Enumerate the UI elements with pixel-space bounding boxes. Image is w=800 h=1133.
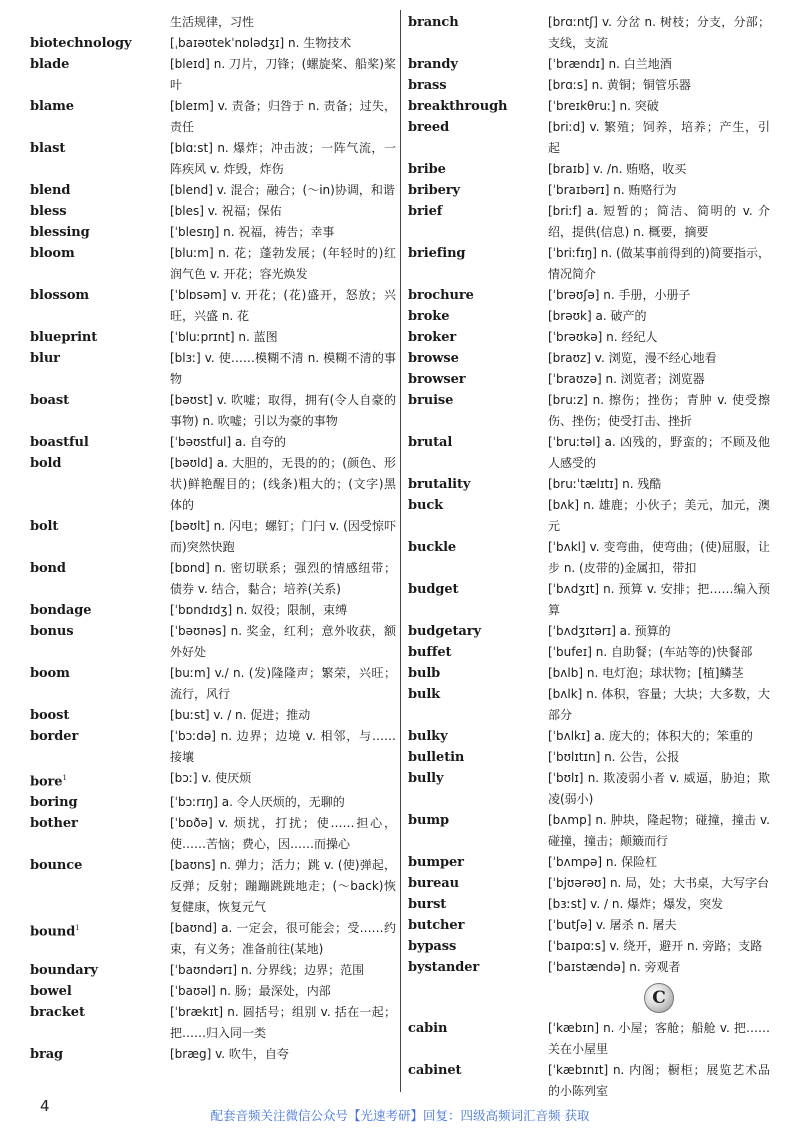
headword [408,306,548,327]
dictionary-entry [30,705,396,726]
headword [30,621,170,663]
headword-text: brief [408,204,443,219]
definition: [ˈbaʊəl] n. 肠；最深处，内部 [170,984,331,999]
headword-text: boost [30,708,70,723]
definition: [brɑːs] n. 黄铜；铜管乐器 [548,78,691,92]
definition: [ˈbreɪkθruː] n. 突破 [548,99,659,113]
definition: [ˈbrækɪt] n. 圆括号；组别 v. 括在一起；把……归入同一类 [170,1005,396,1041]
headword [30,558,170,600]
headword [408,117,548,159]
dictionary-entry [30,768,396,792]
headword [408,159,548,180]
definition: [ˈbriːfɪŋ] n. (做某事前得到的)简要指示，情况简介 [548,246,770,281]
dictionary-entry [408,1018,770,1060]
definition: [bəʊst] v. 吹嘘；取得，拥有(令人自豪的事物) n. 吹嘘；引以为豪的事物 [170,393,396,428]
headword-text: bondage [30,603,92,618]
headword [30,432,170,453]
headword-text: brutality [408,477,471,492]
dictionary-entry [30,855,396,918]
headword-text: bully [408,771,444,786]
dictionary-entry [30,813,396,855]
headword-text: boundary [30,963,98,979]
definition: [ˈbɔːrɪŋ] a. 令人厌烦的，无聊的 [170,795,345,810]
definition: [braɪb] v. /n. 贿赂，收买 [548,162,687,176]
headword [30,726,170,768]
dictionary-entry [408,369,770,390]
dictionary-entry [408,327,770,348]
headword [408,873,548,894]
headword-text: brandy [408,57,458,72]
headword-text: blur [30,351,60,366]
dictionary-entry [408,159,770,180]
dictionary-entry [408,285,770,306]
homograph-number: 1 [62,774,67,782]
headword-text: brag [30,1047,64,1063]
headword [408,894,548,915]
definition: [bɜːst] v. / n. 爆炸；爆发，突发 [548,897,724,911]
headword-text: bounce [30,858,83,874]
dictionary-entry [408,747,770,768]
definition: [ˈbaɪpɑːs] v. 绕开，避开 n. 旁路；支路 [548,939,763,953]
definition: [brəʊk] a. 破产的 [548,309,647,323]
dictionary-entry [30,558,396,600]
dictionary-entry [30,222,396,243]
headword-text: buckle [408,540,457,555]
dictionary-entry [30,201,396,222]
headword [30,201,170,222]
headword-text: blade [30,57,70,72]
dictionary-entry [408,75,770,96]
dictionary-entry [30,918,396,960]
dictionary-entry [30,243,396,285]
headword-text: breed [408,120,450,135]
headword [30,180,170,201]
headword [408,474,548,495]
definition: [ˈblesɪŋ] n. 祝福，祷告；幸事 [170,225,335,239]
definition: [bleɪd] n. 刀片，刀锋；(螺旋桨、船桨)桨叶 [170,57,396,92]
definition: [bʌlk] n. 体积，容量；大块；大多数，大部分 [548,687,770,722]
section-letter-badge: C [644,983,674,1013]
headword [30,1044,170,1065]
dictionary-entry [30,138,396,180]
headword-text: budget [408,582,459,597]
dictionary-entry [408,54,770,75]
headword-text: branch [408,15,459,30]
dictionary-entry [30,1002,396,1044]
dictionary-entry [408,621,770,642]
dictionary-entry [408,894,770,915]
dictionary-entry [408,579,770,621]
headword [30,1002,170,1044]
headword [408,432,548,474]
section-badge-row [408,978,770,1018]
definition: [baʊns] n. 弹力；活力；跳 v. (使)弹起，反弹；反射；蹦蹦跳跳地走；(～back)恢复健康，恢复元气 [170,858,396,915]
right-entry-list [408,12,770,978]
headword [408,810,548,852]
headword [408,852,548,873]
definition: [briːf] a. 短暂的；简洁、简明的 v. 介绍，提供(信息) n. 概要，摘要 [548,204,770,239]
dictionary-entry [408,243,770,285]
headword-text: broke [408,309,450,324]
definition: [bəʊlt] n. 闪电；螺钉；门闩 v. (因受惊吓而)突然快跑 [170,519,396,554]
definition: [ˈbutʃə] v. 屠杀 n. 屠夫 [548,918,677,932]
definition: [ˈbʌlkɪ] a. 庞大的；体积大的；笨重的 [548,729,753,743]
definition: [ˈbruːtəl] a. 凶残的，野蛮的；不顾及他人感受的 [548,435,770,470]
definition: [bɒnd] n. 密切联系；强烈的情感纽带；债券 v. 结合，黏合；培养(关系) [170,561,396,596]
homograph-number: 1 [75,924,80,933]
headword [408,390,548,432]
headword-text: bystander [408,960,480,975]
right-column [408,12,770,1102]
headword-text: bulk [408,687,441,702]
dictionary-entry [30,285,396,327]
definition: [blɑːst] n. 爆炸；冲击波；一阵气流，一阵疾风 v. 炸毁，炸伤 [170,141,396,176]
headword [30,54,170,96]
dictionary-entry [408,873,770,894]
headword [408,537,548,579]
definition: [ˈbʌdʒɪtərɪ] a. 预算的 [548,624,671,638]
definition: [ˈbluːprɪnt] n. 蓝图 [170,330,278,344]
left-entry-list [30,33,396,1065]
dictionary-entry [408,495,770,537]
dictionary-entry [30,390,396,432]
headword-text: blueprint [30,330,98,345]
definition: [ˈbəʊnəs] n. 奖金，红利；意外收获，额外好处 [170,624,396,659]
definition: [ˈbʌkl] v. 变弯曲，使弯曲；(使)屈服，让步 n. (皮带的)金属扣，带扣 [548,540,770,575]
headword-text: boom [30,666,70,681]
headword-text: bumper [408,855,464,870]
headword-text: blame [30,99,74,114]
headword [30,138,170,180]
headword-text: bother [30,816,78,832]
headword [30,918,170,960]
headword [408,663,548,684]
definition: [ˈbɒndɪdʒ] n. 奴役；限制，束缚 [170,603,348,617]
headword [30,981,170,1002]
dictionary-entry [408,852,770,873]
definition: [ˈbʊlɪ] n. 欺凌弱小者 v. 威逼，胁迫；欺凌(弱小) [548,771,770,806]
dictionary-entry [30,981,396,1002]
headword-text: brochure [408,288,474,303]
headword-text: bulletin [408,750,465,765]
definition: [bʌk] n. 雄鹿；小伙子；美元，加元，澳元 [548,498,770,533]
headword [30,327,170,348]
definition: [bleɪm] v. 责备；归咎于 n. 责备；过失，责任 [170,99,396,134]
headword [30,348,170,390]
column-divider [400,10,401,1092]
headword-text: border [30,729,79,744]
headword [408,201,548,243]
definition: [ˈbɒðə] v. 烦扰，打扰；使……担心，使……苦恼；费心，因……而操心 [170,816,396,852]
definition: [bræg] v. 吹牛，自夸 [170,1047,289,1062]
headword-text: butcher [408,918,465,933]
headword-text: buffet [408,645,452,660]
definition: [bɔː] v. 使厌烦 [170,771,252,785]
dictionary-entry [408,768,770,810]
dictionary-entry [408,201,770,243]
definition: [bruːz] n. 擦伤；挫伤；青肿 v. 使受擦伤、挫伤；使受打击、挫折 [548,393,770,428]
headword-text: boastful [30,435,89,450]
dictionary-entry [408,810,770,852]
headword-text: biotechnology [30,36,132,51]
dictionary-entry [408,348,770,369]
definition: [ˈbʌdʒɪt] n. 预算 v. 安排；把……编入预算 [548,582,770,617]
headword-text: boring [30,795,78,811]
dictionary-entry [408,390,770,432]
definition: [bles] v. 祝福；保佑 [170,204,282,218]
definition: [ˈbrəʊkə] n. 经纪人 [548,330,658,344]
headword-text: bruise [408,393,454,408]
dictionary-entry [30,600,396,621]
definition: [blɜː] v. 使……模糊不清 n. 模糊不清的事物 [170,351,396,386]
headword-text: boast [30,393,70,408]
headword [408,54,548,75]
headword-text: bold [30,456,62,471]
headword [408,747,548,768]
headword-text: bowel [30,984,72,1000]
dictionary-entry [30,96,396,138]
headword [408,621,548,642]
right-entry-list-after-badge [408,1018,770,1102]
dictionary-entry [408,726,770,747]
headword [30,705,170,726]
dictionary-entry [408,663,770,684]
headword [408,495,548,537]
dictionary-entry [408,537,770,579]
headword [30,390,170,432]
headword-text: bump [408,813,449,828]
headword-text: blessing [30,225,90,240]
headword [30,960,170,981]
left-column [30,12,396,1065]
dictionary-entry [408,12,770,54]
definition: [ˈbrəʊʃə] n. 手册，小册子 [548,288,691,302]
headword-text: bypass [408,939,457,954]
headword [408,1018,548,1060]
headword [408,348,548,369]
dictionary-entry [408,474,770,495]
dictionary-entry [30,180,396,201]
definition: [ˈbraʊzə] n. 浏览者；浏览器 [548,372,705,386]
dictionary-entry [30,792,396,813]
definition: [ˈbaʊndərɪ] n. 分界线；边界；范围 [170,963,365,978]
definition: [buːm] v./ n. (发)隆隆声；繁荣，兴旺；流行，风行 [170,666,396,701]
dictionary-entry [30,327,396,348]
dictionary-entry [408,432,770,474]
dictionary-entry [408,1060,770,1102]
headword-text: brutal [408,435,453,450]
headword [408,369,548,390]
headword-text: bulky [408,729,448,744]
definition: [ˈbɔːdə] n. 边界；边境 v. 相邻，与……接壤 [170,729,396,764]
definition: [ˈkæbɪn] n. 小屋；客舱；船舱 v. 把……关在小屋里 [548,1021,770,1056]
definition: [bəʊld] a. 大胆的，无畏的的；(颜色、形状)鲜艳醒目的；(线条)粗大的；(文字)黑体的 [170,456,396,512]
definition: [brɑːntʃ] v. 分岔 n. 树枝；分支，分部；支线，支流 [548,15,770,50]
headword-text: bonus [30,624,74,639]
headword [408,642,548,663]
definition: [ˈbjʊərəʊ] n. 局，处；大书桌，大写字台 [548,876,770,890]
definition: [blend] v. 混合；融合；(～in)协调，和谐 [170,183,395,197]
definition: [braʊz] v. 浏览，漫不经心地看 [548,351,717,365]
dictionary-entry [30,663,396,705]
headword-text: briefing [408,246,466,261]
headword-text: blast [30,141,66,156]
headword [30,663,170,705]
headword [30,813,170,855]
headword [30,768,170,792]
definition: [bluːm] n. 花；蓬勃发展；(年轻时的)红润气色 v. 开花；容光焕发 [170,246,396,281]
headword-text: blossom [30,288,90,303]
definition: [ˈbufeɪ] n. 自助餐；(车站等的)快餐部 [548,645,753,659]
headword [408,768,548,810]
headword [408,915,548,936]
headword [30,792,170,813]
definition: [ˈbəʊstful] a. 自夸的 [170,435,286,449]
dictionary-entry [30,516,396,558]
definition: [ˈbraɪbərɪ] n. 贿赂行为 [548,183,677,197]
headword-text: bore [30,774,63,790]
headword-text: blend [30,183,71,198]
dictionary-entry [30,348,396,390]
dictionary-entry [408,915,770,936]
dictionary-entry [30,33,396,54]
headword-text: burst [408,897,447,912]
headword [408,327,548,348]
definition: [ˌbaɪəʊtekˈnɒlədʒɪ] n. 生物技术 [170,36,352,50]
headword [408,285,548,306]
headword [30,33,170,54]
dictionary-entry [30,1044,396,1065]
headword-text: brass [408,78,447,93]
headword-text: bloom [30,246,75,261]
dictionary-entry [408,180,770,201]
dictionary-entry [408,642,770,663]
headword-text: bond [30,561,66,576]
definition: [bʌlb] n. 电灯泡；球状物；[植]鳞茎 [548,666,744,680]
headword [408,243,548,285]
definition: [ˈbʌmpə] n. 保险杠 [548,855,658,869]
dictionary-entry [408,936,770,957]
definition: [ˈkæbɪnɪt] n. 内阁；橱柜；展览艺术品的小陈列室 [548,1063,770,1098]
headword [408,726,548,747]
headword-text: broker [408,330,457,345]
headword-text: cabin [408,1021,448,1036]
headword [30,243,170,285]
definition: [ˈbaɪstændə] n. 旁观者 [548,960,681,974]
headword [408,579,548,621]
headword-text: bound [30,924,76,940]
dictionary-entry [30,453,396,516]
headword-text: bribe [408,162,446,177]
headword-text: bolt [30,519,59,534]
dictionary-entry [408,684,770,726]
headword-text: breakthrough [408,99,508,114]
headword-text: bulb [408,666,441,681]
headword [408,96,548,117]
headword [408,180,548,201]
continuation-text: 生活规律，习性 [170,15,255,29]
headword-text: bless [30,204,67,219]
headword [30,285,170,327]
headword [30,96,170,138]
dictionary-entry [30,54,396,96]
headword [30,516,170,558]
dictionary-entry [408,957,770,978]
headword [408,1060,548,1102]
headword [408,957,548,978]
headword-text: cabinet [408,1063,462,1078]
headword [408,12,548,54]
definition: [ˈbʊlɪtɪn] n. 公告，公报 [548,750,680,764]
dictionary-entry [408,117,770,159]
headword [30,600,170,621]
definition: [ˈblɒsəm] v. 开花；(花)盛开，怒放；兴旺，兴盛 n. 花 [170,288,396,323]
definition: [buːst] v. / n. 促进；推动 [170,708,311,722]
page-number: 4 [40,1097,50,1115]
headword-text: browser [408,372,466,387]
dictionary-entry [30,960,396,981]
headword-text: bureau [408,876,459,891]
dictionary-entry [30,432,396,453]
definition: [ˈbrændɪ] n. 白兰地酒 [548,57,672,71]
headword-text: buck [408,498,444,513]
headword [408,75,548,96]
definition: [bʌmp] n. 肿块，隆起物；碰撞，撞击 v. 碰撞，撞击；颠簸而行 [548,813,770,848]
headword [408,684,548,726]
headword [30,453,170,516]
headword [30,222,170,243]
headword [408,936,548,957]
dictionary-entry [30,726,396,768]
definition: [briːd] v. 繁殖；饲养，培养；产生，引起 [548,120,770,155]
dictionary-entry [30,621,396,663]
headword [30,855,170,918]
dictionary-entry [408,306,770,327]
footer-notice: 配套音频关注微信公众号【光速考研】回复：四级高频词汇音频 获取 [210,1108,590,1123]
definition: [bruːˈtælɪtɪ] n. 残酷 [548,477,662,491]
headword-text: budgetary [408,624,481,639]
headword-text: bribery [408,183,460,198]
headword-text: bracket [30,1005,85,1021]
definition: [baʊnd] a. 一定会，很可能会；受……约束，有义务；准备前往(某地) [170,921,396,957]
dictionary-entry [408,96,770,117]
headword-text: browse [408,351,459,366]
